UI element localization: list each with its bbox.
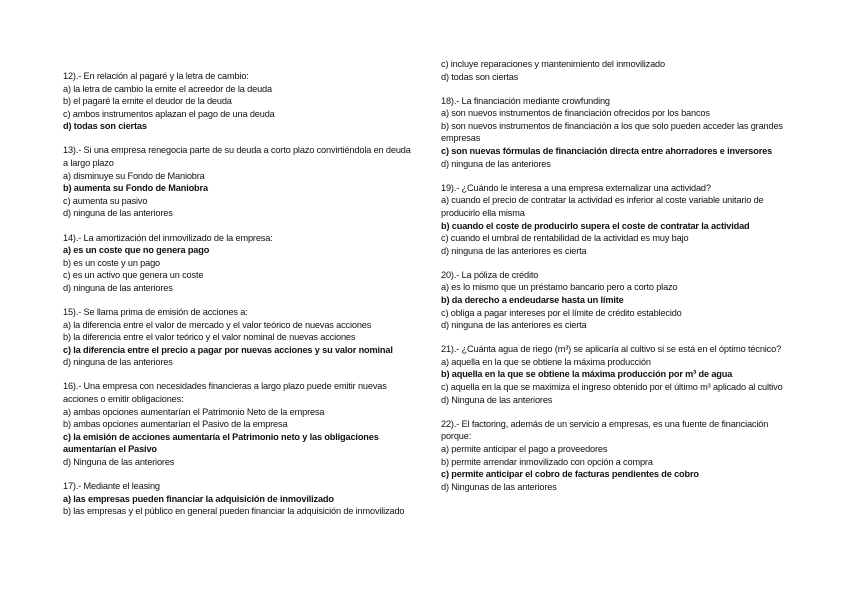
answer-option: d) ninguna de las anteriores bbox=[63, 208, 173, 219]
question-block bbox=[441, 343, 796, 406]
left-column bbox=[63, 70, 418, 529]
question-text: 21).- ¿Cuánta agua de riego (m³) se aplicaría al cultivo si se está en el óptimo técnico? bbox=[441, 344, 782, 355]
answer-option: a) cuando el precio de contratar la actividad es inferior al coste variable unitario de producirlo ella misma bbox=[441, 195, 764, 218]
answer-option: d) Ningunas de las anteriores bbox=[441, 481, 557, 492]
answer-option-correct: b) aquella en la que se obtiene la máxima producción por m³ de agua bbox=[441, 369, 733, 380]
answer-option-correct: b) da derecho a endeudarse hasta un límite bbox=[441, 295, 624, 305]
answer-option-correct: c) la emisión de acciones aumentaría el Patrimonio neto y las obligaciones aumentarían el Pasivo bbox=[63, 431, 379, 455]
answer-option: a) aquella en la que se obtiene la máxima producción bbox=[441, 356, 651, 367]
answer-option: a) la letra de cambio la emite el acreedor de la deuda bbox=[63, 83, 272, 94]
answer-option: a) son nuevos instrumentos de financiación ofrecidos por los bancos bbox=[441, 108, 710, 119]
question-block bbox=[441, 182, 796, 258]
answer-option: c) incluye reparaciones y mantenimiento del inmovilizado bbox=[441, 59, 665, 69]
answer-option: c) cuando el umbral de rentabilidad de la actividad es muy bajo bbox=[441, 233, 689, 244]
answer-option: c) aumenta su pasivo bbox=[63, 195, 148, 206]
answer-option: c) es un activo que genera un coste bbox=[63, 270, 204, 281]
answer-option-correct: b) aumenta su Fondo de Maniobra bbox=[63, 183, 208, 194]
question-block bbox=[63, 144, 418, 220]
answer-option: a) la diferencia entre el valor de mercado y el valor teórico de nuevas acciones bbox=[63, 319, 372, 330]
answer-option: b) es un coste y un pago bbox=[63, 257, 161, 268]
answer-option-correct: d) todas son ciertas bbox=[63, 121, 147, 132]
answer-option-correct: c) son nuevas fórmulas de financiación directa entre ahorradores e inversores bbox=[441, 146, 773, 157]
answer-option: c) obliga a pagar intereses por el límite de crédito establecido bbox=[441, 307, 682, 318]
answer-option: d) todas son ciertas bbox=[441, 71, 519, 82]
question-block bbox=[63, 380, 418, 468]
answer-option: d) ninguna de las anteriores es cierta bbox=[441, 245, 587, 256]
question-text: 22).- El factoring, además de un servicio a empresas, es una fuente de financiación porque: bbox=[441, 418, 769, 442]
question-text: 19).- ¿Cuándo le interesa a una empresa externalizar una actividad? bbox=[441, 182, 711, 193]
answer-option: d) ninguna de las anteriores bbox=[63, 357, 173, 368]
question-block bbox=[441, 95, 796, 171]
answer-option: a) es lo mismo que un préstamo bancario pero a corto plazo bbox=[441, 282, 678, 293]
question-block bbox=[63, 480, 418, 518]
answer-option-correct: c) permite anticipar el cobro de facturas pendientes de cobro bbox=[441, 469, 699, 480]
answer-option: d) ninguna de las anteriores bbox=[441, 158, 551, 169]
question-block bbox=[441, 269, 796, 332]
answer-option: b) permite arrendar inmovilizado con opción a compra bbox=[441, 456, 653, 467]
question-text: 20).- La póliza de crédito bbox=[441, 269, 539, 280]
answer-option: a) ambas opciones aumentarían el Patrimonio Neto de la empresa bbox=[63, 406, 325, 417]
answer-option: b) son nuevos instrumentos de financiación a los que solo pueden acceder las grandes empresas bbox=[441, 120, 783, 144]
question-text: 14).- La amortización del inmovilizado de la empresa: bbox=[63, 232, 273, 243]
right-column bbox=[441, 58, 796, 505]
question-block bbox=[441, 58, 796, 83]
answer-option: a) permite anticipar el pago a proveedores bbox=[441, 443, 608, 454]
answer-option: d) ninguna de las anteriores es cierta bbox=[441, 320, 587, 331]
answer-option-correct: b) cuando el coste de producirlo supera el coste de contratar la actividad bbox=[441, 220, 750, 231]
question-block bbox=[63, 70, 418, 133]
answer-option: b) la diferencia entre el valor teórico y el valor nominal de nuevas acciones bbox=[63, 332, 356, 343]
answer-option: b) el pagaré la emite el deudor de la deuda bbox=[63, 96, 232, 107]
answer-option: c) aquella en la que se maximiza el ingreso obtenido por el último m³ aplicado al cultivo bbox=[441, 382, 783, 393]
answer-option: d) Ninguna de las anteriores bbox=[63, 457, 175, 468]
answer-option: d) ninguna de las anteriores bbox=[63, 282, 173, 293]
answer-option-correct: a) las empresas pueden financiar la adquisición de inmovilizado bbox=[63, 493, 334, 504]
answer-option: b) las empresas y el público en general pueden financiar la adquisición de inmovilizado bbox=[63, 506, 405, 517]
question-text: 13).- Si una empresa renegocia parte de su deuda a corto plazo convirtiéndola en deuda a largo plazo bbox=[63, 145, 411, 169]
answer-option-correct: c) la diferencia entre el precio a pagar por nuevas acciones y su valor nominal bbox=[63, 344, 393, 355]
question-block bbox=[63, 306, 418, 369]
answer-option: a) disminuye su Fondo de Maniobra bbox=[63, 170, 205, 181]
answer-option: d) Ninguna de las anteriores bbox=[441, 394, 553, 405]
question-text: 18).- La financiación mediante crowfunding bbox=[441, 95, 610, 106]
question-text: 15).- Se llama prima de emisión de acciones a: bbox=[63, 307, 248, 317]
question-block bbox=[441, 418, 796, 494]
question-text: 12).- En relación al pagaré y la letra de cambio: bbox=[63, 71, 249, 81]
answer-option: c) ambos instrumentos aplazan el pago de una deuda bbox=[63, 108, 275, 119]
answer-option-correct: a) es un coste que no genera pago bbox=[63, 245, 210, 256]
question-block bbox=[63, 232, 418, 295]
answer-option: b) ambas opciones aumentarían el Pasivo de la empresa bbox=[63, 419, 288, 430]
question-text: 17).- Mediante el leasing bbox=[63, 481, 160, 492]
question-text: 16).- Una empresa con necesidades financieras a largo plazo puede emitir nuevas acciones o emitir obligaciones: bbox=[63, 381, 387, 405]
